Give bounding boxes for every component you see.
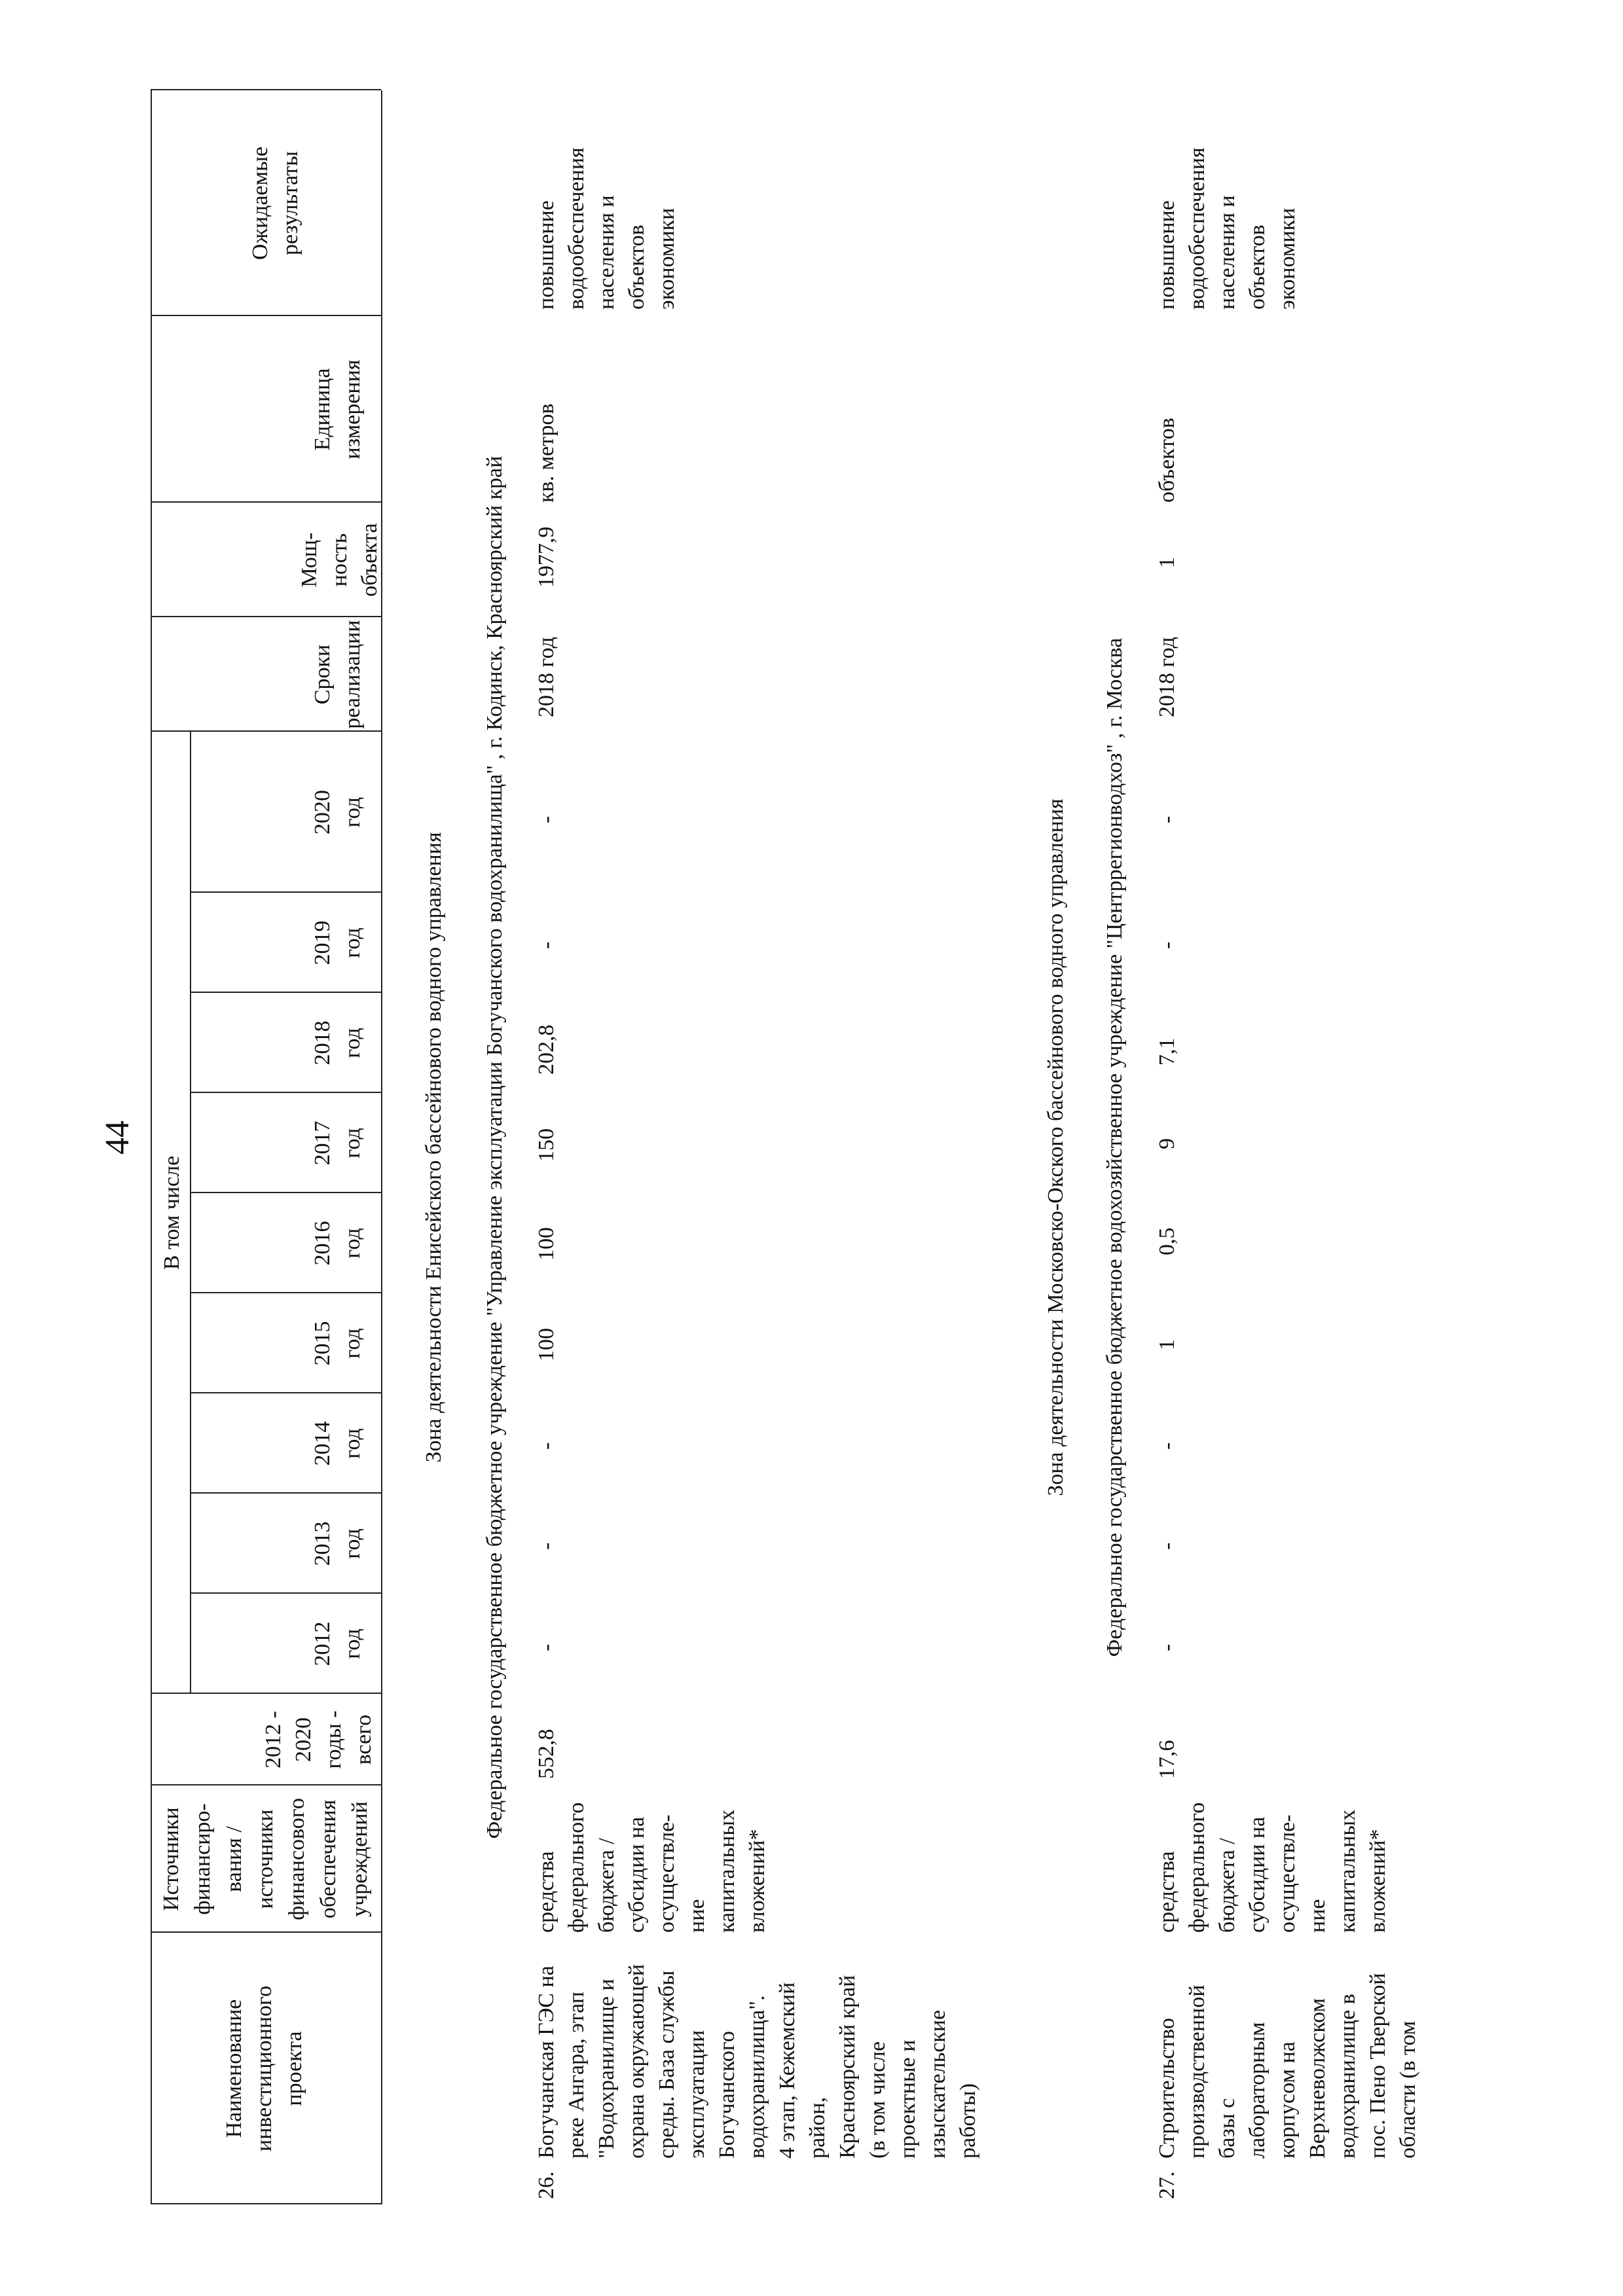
period-value: 2018 год xyxy=(534,637,558,717)
value-2013: - xyxy=(534,1542,558,1550)
header-total: 2012 - 2020 годы - всего xyxy=(261,1710,376,1769)
header-year-2014: 2014 год xyxy=(310,1421,365,1466)
value-2018: 202,8 xyxy=(534,1024,558,1075)
value-2014: - xyxy=(534,1442,558,1450)
value-2019: - xyxy=(1155,941,1179,949)
header-capacity: Мощ- ность объекта xyxy=(297,523,382,597)
value-2015: 100 xyxy=(534,1328,558,1361)
header-bottom-border xyxy=(381,90,382,2204)
header-year-2017: 2017 год xyxy=(310,1121,365,1166)
header-name: Наименование инвестиционного проекта xyxy=(222,1985,306,2152)
expected-result: повышение водообеспечения населения и объектов экономики xyxy=(1155,147,1300,310)
header-year-2019: 2019 год xyxy=(310,920,365,965)
header-year-2018: 2018 год xyxy=(310,1020,365,1066)
period-value: 2018 год xyxy=(1155,637,1179,717)
including-divider xyxy=(190,732,191,1694)
zone-title: Зона деятельности Енисейского бассейнового водного управления xyxy=(422,832,446,1463)
row-number: 26. xyxy=(534,2171,558,2199)
institution-title: Федеральное государственное бюджетное водохозяйственное учреждение "Центррегионводхоз" , г. Москва xyxy=(1103,637,1127,1657)
table-top-border xyxy=(151,90,152,2204)
value-2017: 150 xyxy=(534,1128,558,1162)
value-2016: 0,5 xyxy=(1155,1227,1179,1255)
value-2020: - xyxy=(1155,816,1179,823)
project-name: Богучанская ГЭС на реке Ангара, этап "Водохранилище и охрана окружающей среды. База службы эксплуатации Богучанского водохранилища". 4 этап, Кежемский район, Красноярский край (в том числе проектные и изыскательские работы) xyxy=(534,1964,980,2159)
funding-source: средства федерального бюджета / субсидии на осуществле- ние капитальных вложений* xyxy=(1155,1802,1390,1933)
value-2014: - xyxy=(1155,1442,1179,1450)
value-2012: - xyxy=(1155,1643,1179,1651)
value-2019: - xyxy=(534,941,558,949)
value-2013: - xyxy=(1155,1542,1179,1550)
header-year-2013: 2013 год xyxy=(310,1521,365,1566)
institution-title: Федеральное государственное бюджетное учреждение "Управление эксплуатации Богучанского водохранилища" , г. Кодинск, Красноярский край xyxy=(483,456,507,1839)
value-2018: 7,1 xyxy=(1155,1037,1179,1066)
expected-result: повышение водообеспечения населения и объектов экономики xyxy=(534,147,679,310)
value-2016: 100 xyxy=(534,1227,558,1261)
project-name: Строительство производственной базы с лабораторным корпусом на Верхневолжском водохранилище в пос. Пено Тверской области (в том xyxy=(1155,1973,1420,2159)
row-number: 27. xyxy=(1155,2171,1179,2199)
zone-title: Зона деятельности Московско-Окского бассейнового водного управления xyxy=(1044,798,1068,1496)
header-unit: Единица измерения xyxy=(310,359,365,459)
value-2020: - xyxy=(534,816,558,823)
header-year-2015: 2015 год xyxy=(310,1321,365,1366)
total-value: 552,8 xyxy=(534,1729,558,1779)
funding-source: средства федерального бюджета / субсидии на осуществле- ние капитальных вложений* xyxy=(534,1802,769,1933)
unit-value: кв. метров xyxy=(534,403,558,503)
header-year-2012: 2012 год xyxy=(310,1621,365,1666)
capacity-value: 1977,9 xyxy=(534,526,558,588)
total-value: 17,6 xyxy=(1155,1740,1179,1779)
header-sources: Источники финансиро- вания / источники финансового обеспечения учреждений xyxy=(159,1798,372,1920)
value-2015: 1 xyxy=(1155,1339,1179,1350)
unit-value: объектов xyxy=(1155,418,1179,503)
capacity-value: 1 xyxy=(1155,557,1179,568)
header-period: Сроки реализации xyxy=(310,620,365,729)
page-number: 44 xyxy=(99,1121,136,1155)
header-including: В том числе xyxy=(160,1155,184,1270)
header-year-2016: 2016 год xyxy=(310,1221,365,1266)
header-year-2020: 2020 год xyxy=(310,790,365,834)
value-2017: 9 xyxy=(1155,1138,1179,1149)
header-results: Ожидаемые результаты xyxy=(248,146,302,260)
value-2012: - xyxy=(534,1643,558,1651)
